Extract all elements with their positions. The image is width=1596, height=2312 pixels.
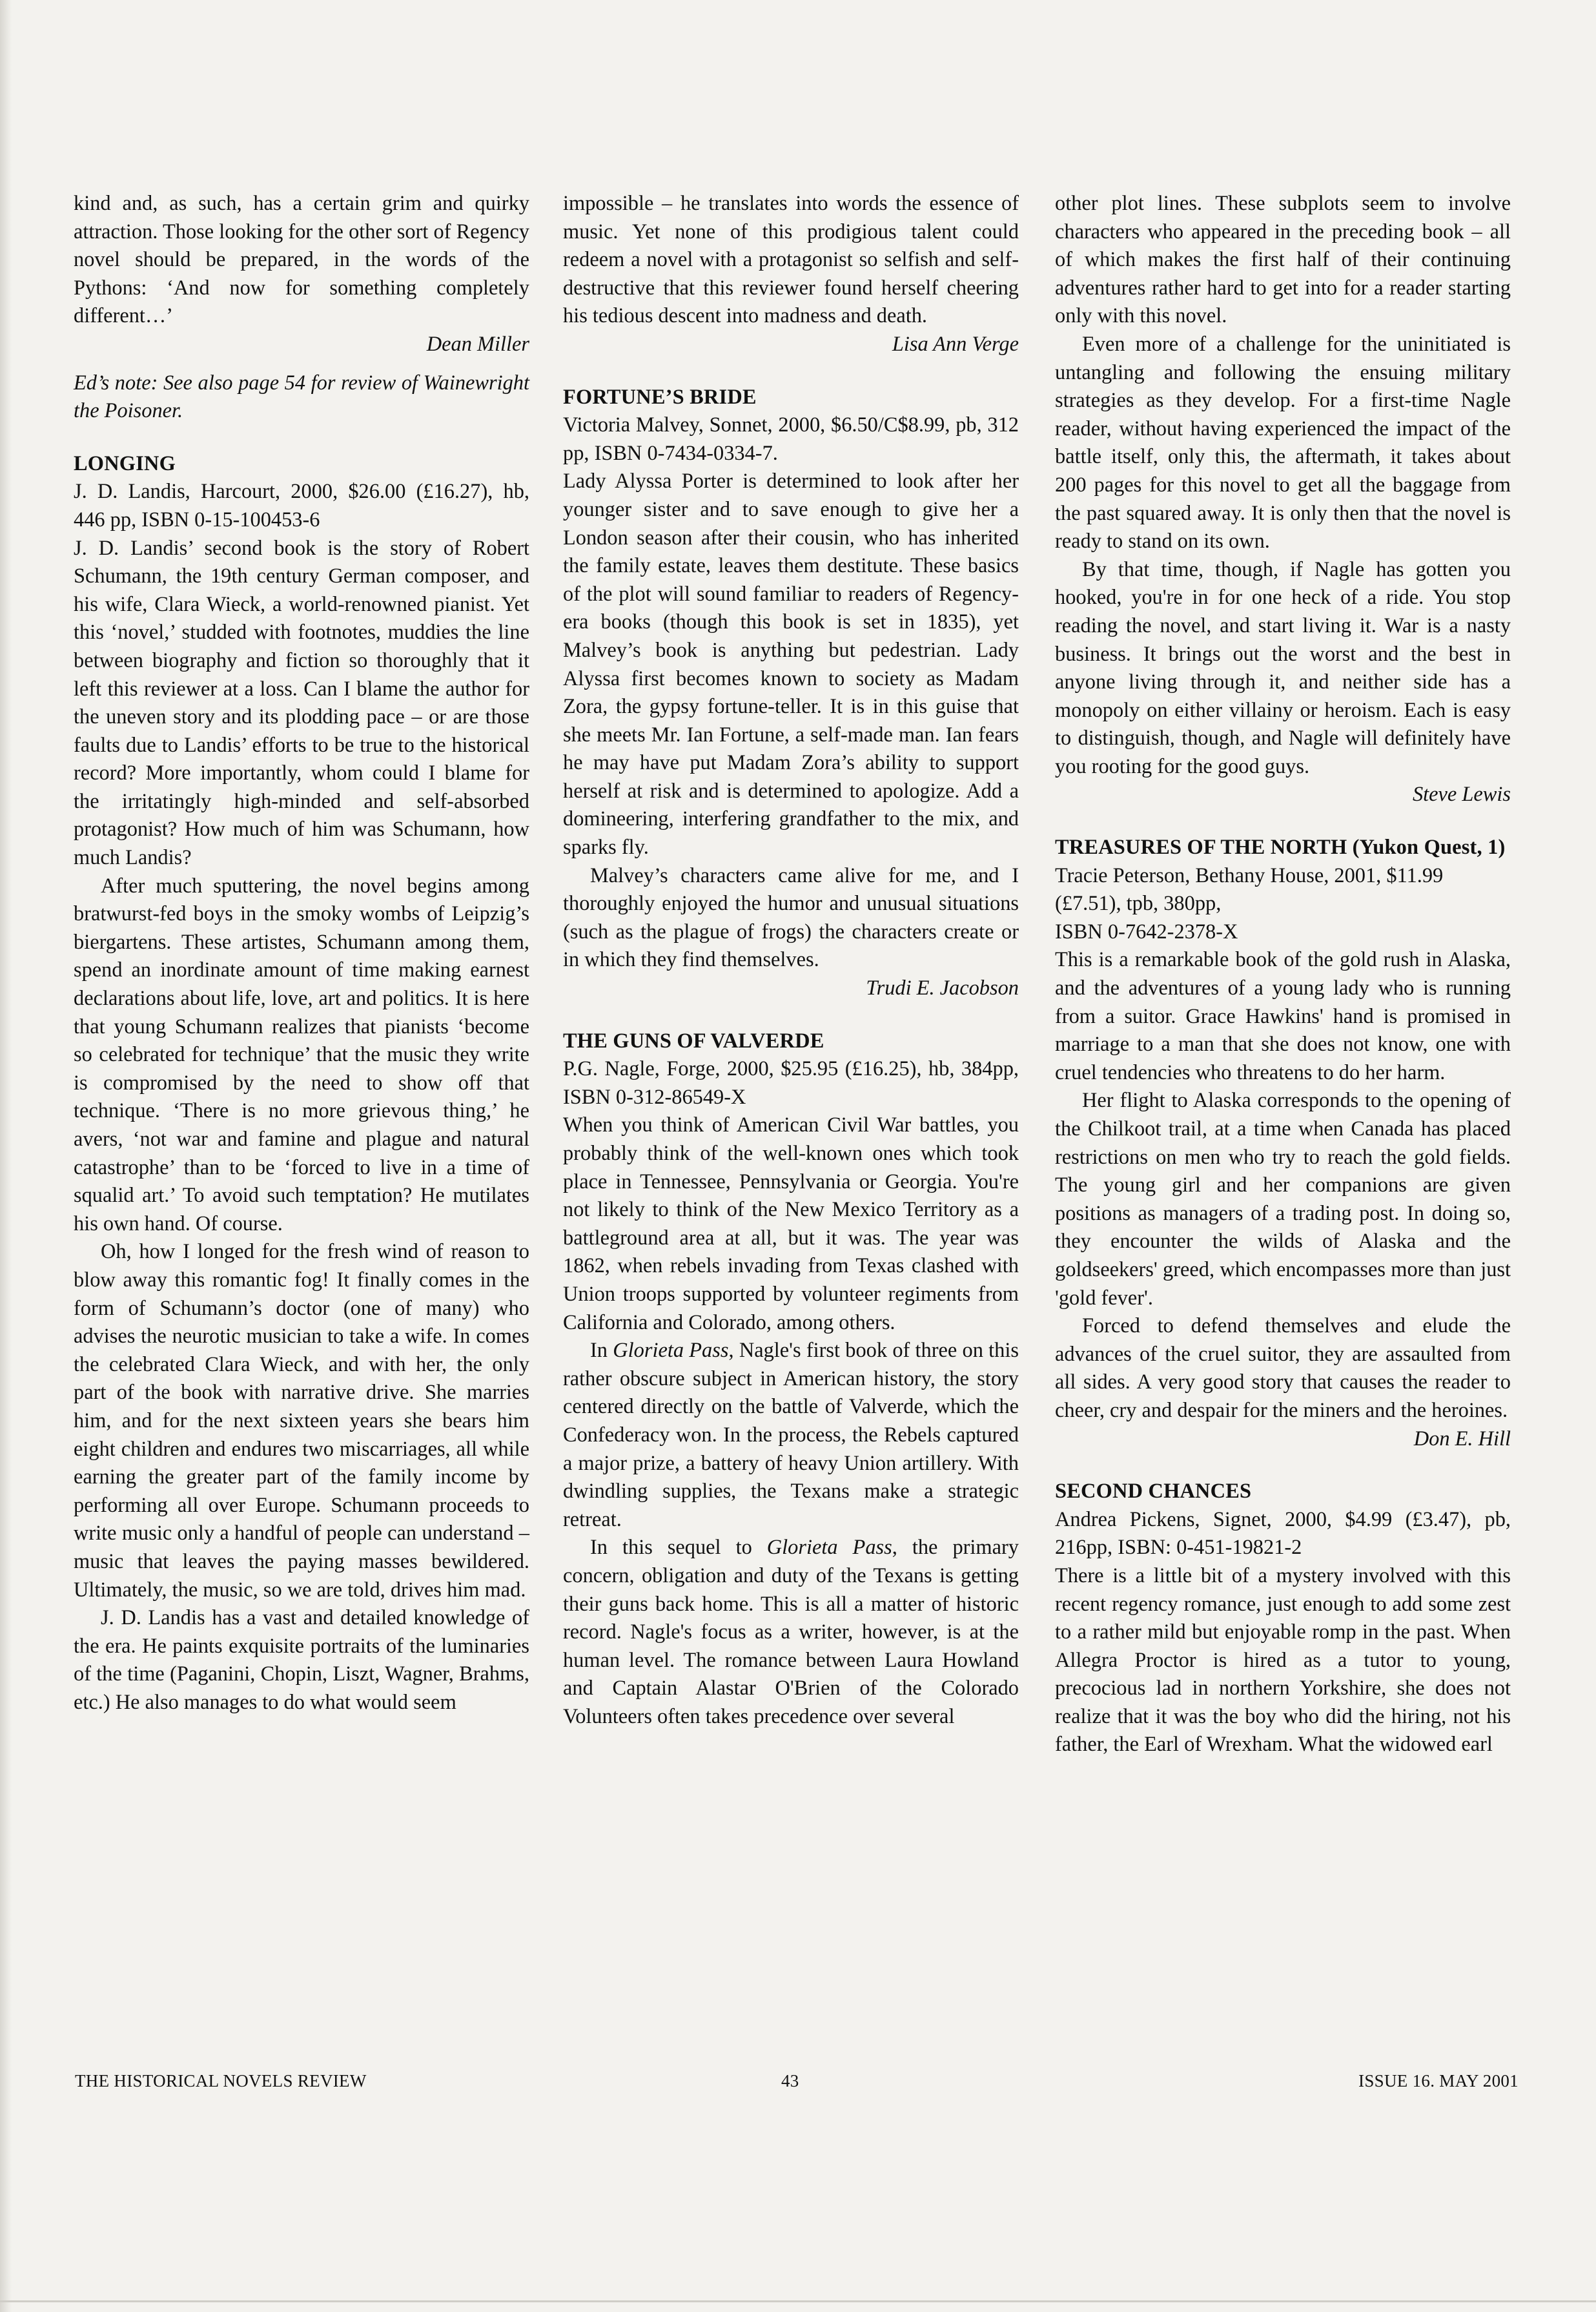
- footer-issue: ISSUE 16. MAY 2001: [1358, 2071, 1519, 2090]
- text-run: , the primary concern, obligation and duty of the Texans is getting their guns back home. This is all a matter of historic record. Nagle's focus as a writer, however, is at the human level. The romance between Laura Howland and Captain Alastar O'Brien of the Colorado Volunteers often takes precedence over several: [563, 1536, 1019, 1728]
- review-paragraph: When you think of American Civil War battles, you probably think of the well-known ones which took place in Tennessee, Pennsylvania or Georgia. You're not likely to think of the New Mexico Territory as a battleground area at all, but it was. The year was 1862, when rebels invading from Texas clashed with Union troops supported by volunteer regiments from California and Colorado, among others.: [563, 1113, 1019, 1334]
- review-paragraph: Malvey’s characters came alive for me, and I thoroughly enjoyed the humor and unusual situations (such as the plague of frogs) the characters create or in which they find themselves.: [563, 863, 1019, 972]
- continued-review-text: impossible – he translates into words the essence of music. Yet none of this prodigious talent could redeem a novel with a protagonist so selfish and self-destructive that this reviewer found herself cheering his tedious descent into madness and death.: [563, 192, 1019, 328]
- page-edge-shadow: [0, 0, 12, 2312]
- review-paragraph: [563, 1337, 1019, 1534]
- continued-review-text: other plot lines. These subplots seem to involve characters who appeared in the preceding book – all of which makes the first half of their continuing adventures rather hard to get into for a reader starting only with this novel.: [1055, 192, 1511, 328]
- review-title-fortunes-bride: FORTUNE’S BRIDE: [563, 385, 757, 409]
- page-bottom-edge: [0, 2300, 1596, 2302]
- review-title-longing: LONGING: [74, 451, 176, 475]
- review-paragraph: J. D. Landis’ second book is the story of Robert Schumann, the 19th century German composer, and his wife, Clara Wieck, a world-renowned pianist. Yet this ‘novel,’ studded with footnotes, muddies the line between biography and fiction so thoroughly that it left this reviewer at a loss. Can I blame the author for the uneven story and its plodding pace – or are those faults due to Landis’ efforts to be true to the historical record? More importantly, whom could I blame for the irritatingly high-minded and self-absorbed protagonist? How much of him was Schumann, how much Landis?: [74, 536, 529, 870]
- text-run: In: [590, 1339, 613, 1363]
- reviewer-signature: Don E. Hill: [1413, 1427, 1511, 1450]
- review-title-guns-of-valverde: THE GUNS OF VALVERDE: [563, 1029, 824, 1053]
- review-bibliographic-details: Andrea Pickens, Signet, 2000, $4.99 (£3.47), pb, 216pp, ISBN: 0-451-19821-2: [1055, 1507, 1511, 1560]
- review-bibliographic-details: [1055, 862, 1511, 947]
- italic-book-title: Glorieta Pass: [766, 1536, 892, 1560]
- text-run: In this sequel to: [590, 1536, 767, 1560]
- review-paragraph: J. D. Landis has a vast and detailed knowledge of the era. He paints exquisite portraits of the luminaries of the time (Paganini, Chopin, Liszt, Wagner, Brahms, etc.) He also manages to do what would seem: [74, 1606, 529, 1714]
- text-run: Tracie Peterson, Bethany House, 2001, $11.99 (£7.51), tpb, 380pp,: [1055, 863, 1444, 916]
- review-paragraph: [563, 1534, 1019, 1731]
- review-paragraph: Lady Alyssa Porter is determined to look after her younger sister and to save enough to give her a London season after their cousin, who has inherited the family estate, leaves them destitute. These basics of the plot will sound familiar to readers of Regency-era books (though this book is set in 1835), yet Malvey’s book is anything but pedestrian. Lady Alyssa first becomes known to society as Madam Zora, the gypsy fortune-teller. It is in this guise that she meets Mr. Ian Fortune, a self-made man. Ian fears he may have put Madam Zora’s ability to support herself at risk and is determined to apologize. Add a domineering, interfering grandfather to the mix, and sparks fly.: [563, 470, 1019, 860]
- footer-publication-name: THE HISTORICAL NOVELS REVIEW: [75, 2071, 367, 2090]
- review-paragraph: By that time, though, if Nagle has gotten you hooked, you're in for one heck of a ride. You stop reading the novel, and start living it. War is a nasty business. It brings out the worst and the best in anyone living through it, and neither side has a monopoly on either villainy or heroism. Each is easy to distinguish, though, and Nagle will definitely have you rooting for the good guys.: [1055, 557, 1511, 778]
- review-paragraph: Oh, how I longed for the fresh wind of reason to blow away this romantic fog! It finally comes in the form of Schumann’s doctor (one of many) who advises the neurotic musician to take a wife. In comes the celebrated Clara Wieck, and with her, the only part of the book with narrative drive. She marries him, and for the next sixteen years she bears him eight children and endures two miscarriages, all while earning the greater part of the family income by performing all over Europe. Schumann proceeds to write music only a handful of people can understand – music that leaves the paying masses bewildered. Ultimately, the music, so we are told, drives him mad.: [74, 1240, 529, 1602]
- review-paragraph: After much sputtering, the novel begins among bratwurst-fed boys in the smoky wombs of Leipzig’s biergartens. These artistes, Schumann among them, spend an inordinate amount of time making earnest declarations about life, love, art and politics. It is here that young Schumann realizes that pianists ‘become so celebrated for technique’ that the music they write is compromised by the need to show off that technique. ‘There is no more grievous thing,’ he avers, ‘not war and famine and plague and natural catastrophe’ than to be ‘forced to live in a time of squalid art.’ To avoid such temptation? He mutilates his own hand. Of course.: [74, 874, 529, 1235]
- continued-review-text: kind and, as such, has a certain grim and quirky attraction. Those looking for the other sort of Regency novel should be prepared, in the words of the Pythons: ‘And now for something completely different…’: [74, 192, 529, 328]
- text-run: , Nagle's first book of three on this rather obscure subject in American history, the story centered directly on the battle of Valverde, which the Confederacy won. In the process, the Rebels captured a major prize, a battery of heavy Union artillery. With dwindling supplies, the Texans make a strategic retreat.: [563, 1339, 1019, 1531]
- review-paragraph: Forced to defend themselves and elude the advances of the cruel suitor, they are assaulted from all sides. A very good story that causes the reader to cheer, cry and despair for the miners and the heroines.: [1055, 1314, 1511, 1422]
- review-bibliographic-details: Victoria Malvey, Sonnet, 2000, $6.50/C$8.99, pb, 312 pp, ISBN 0-7434-0334-7.: [563, 413, 1019, 465]
- reviewer-signature: Steve Lewis: [1412, 783, 1511, 807]
- review-paragraph: Even more of a challenge for the uninitiated is untangling and following the ensuing military strategies as they develop. For a first-time Nagle reader, without having experienced the impact of the battle itself, only this, the aftermath, it takes about 200 pages for this novel to get all the baggage from the past squared away. It is only then that the novel is ready to stand on its own.: [1055, 332, 1511, 553]
- column-1: [74, 190, 529, 1717]
- review-paragraph: Her flight to Alaska corresponds to the opening of the Chilkoot trail, at a time when Canada has placed restrictions on men who try to reach the gold fields. The young girl and her companions are given positions as managers of a trading post. In doing so, they encounter the wilds of Alaska and the goldseekers' greed, which encompasses more than just 'gold fever'.: [1055, 1089, 1511, 1310]
- review-bibliographic-details: J. D. Landis, Harcourt, 2000, $26.00 (£16.27), hb, 446 pp, ISBN 0-15-100453-6: [74, 480, 529, 532]
- review-bibliographic-details: P.G. Nagle, Forge, 2000, $25.95 (£16.25), hb, 384pp, ISBN 0-312-86549-X: [563, 1057, 1019, 1109]
- reviewer-signature: Lisa Ann Verge: [892, 332, 1019, 356]
- reviewer-signature: Trudi E. Jacobson: [866, 976, 1019, 1000]
- column-3: [1055, 190, 1511, 1759]
- review-paragraph: This is a remarkable book of the gold rush in Alaska, and the adventures of a young lady who is running from a suitor. Grace Hawkins' hand is promised in marriage to a man that she does not know, one with cruel tendencies who threatens to do her harm.: [1055, 948, 1511, 1084]
- review-paragraph: There is a little bit of a mystery involved with this recent regency romance, just enough to add some zest to a rather mild but enjoyable romp in the past. When Allegra Proctor is hired as a tutor to young, precocious lad in northern Yorkshire, she does not realize that it was the boy who did the hiring, not his father, the Earl of Wrexham. What the widowed earl: [1055, 1564, 1511, 1757]
- italic-book-title: Glorieta Pass: [613, 1339, 729, 1363]
- review-title-second-chances: SECOND CHANCES: [1055, 1480, 1252, 1503]
- text-run: ISBN 0-7642-2378-X: [1055, 920, 1238, 944]
- reviewer-signature: Dean Miller: [426, 332, 529, 356]
- review-title-treasures-of-the-north: TREASURES OF THE NORTH (Yukon Quest, 1): [1055, 836, 1506, 860]
- column-2: [563, 190, 1019, 1731]
- editor-note: Ed’s note: See also page 54 for review of Wainewright the Poisoner.: [74, 371, 529, 423]
- footer-page-number: 43: [781, 2071, 799, 2090]
